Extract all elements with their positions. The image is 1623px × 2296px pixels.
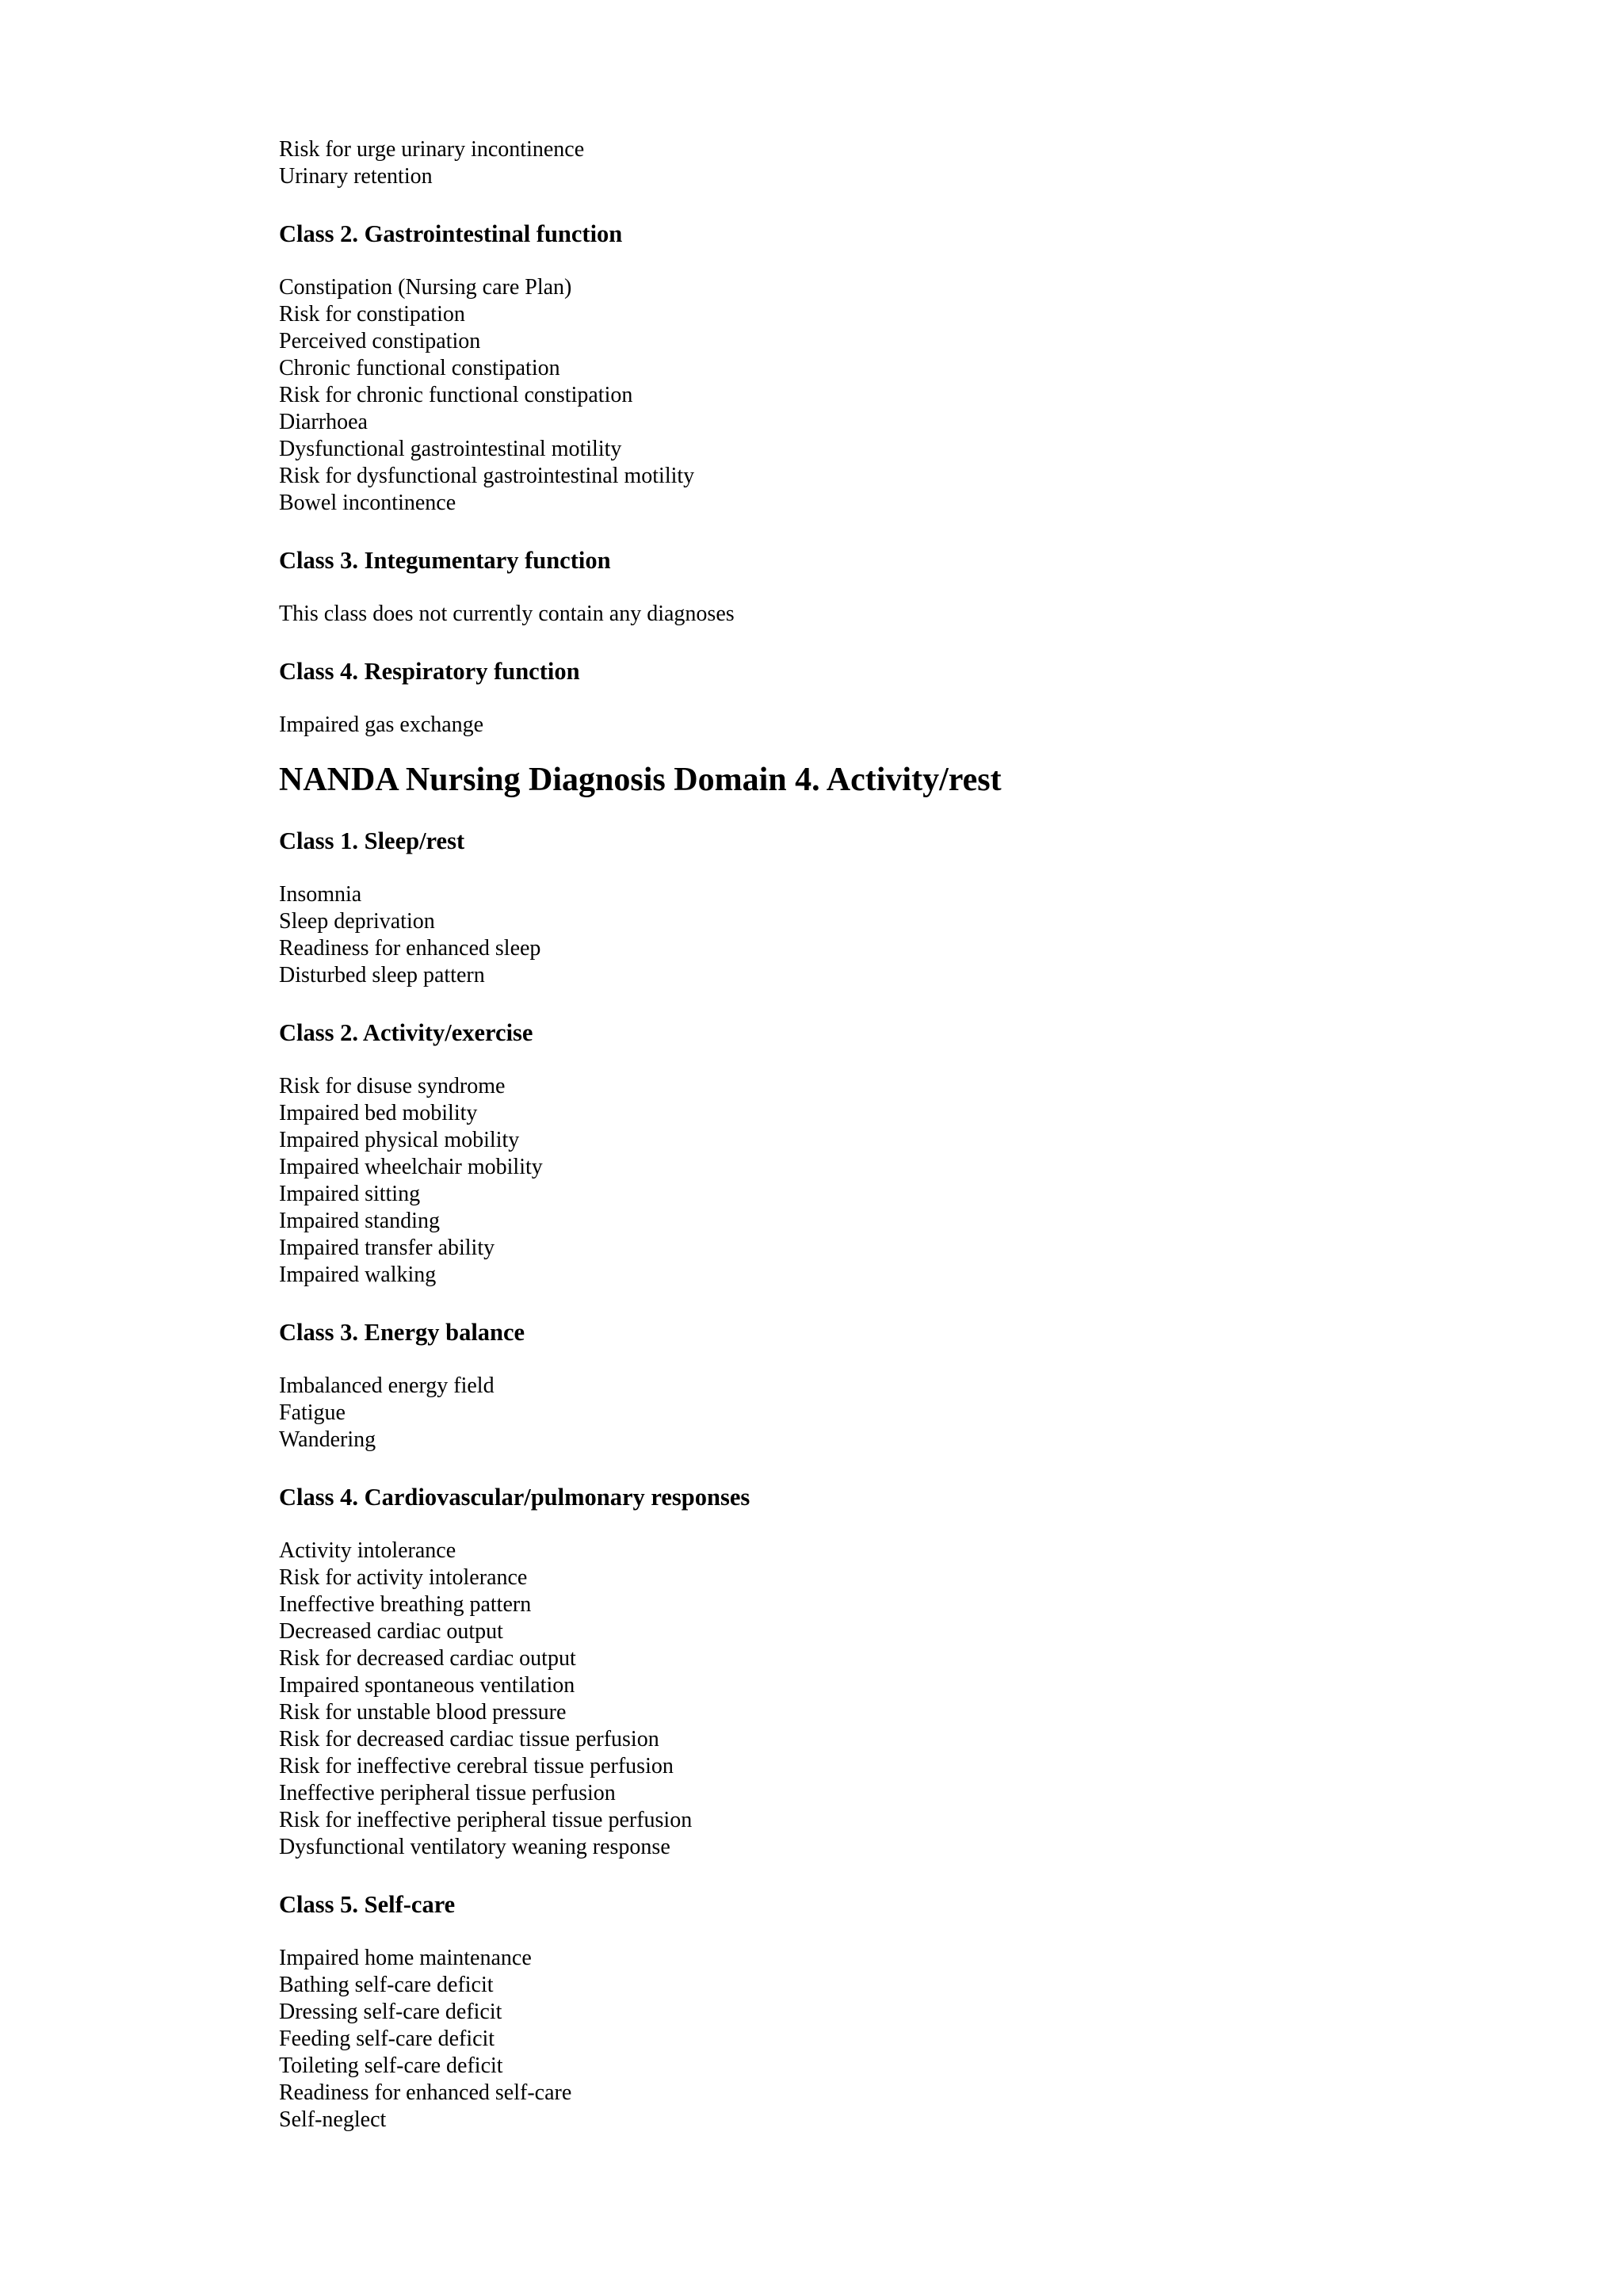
domain4-classes: [279, 815, 1547, 2134]
list-item: Ineffective peripheral tissue perfusion: [279, 1781, 616, 1805]
class-heading: Class 4. Cardiovascular/pulmonary responses: [279, 1484, 750, 1511]
list-item: Impaired home maintenance: [279, 1946, 532, 1970]
list-item: Risk for ineffective cerebral tissue perfusion: [279, 1754, 674, 1778]
list-item: Risk for decreased cardiac tissue perfusion: [279, 1727, 659, 1752]
list-item: Toileting self-care deficit: [279, 2053, 503, 2078]
class-heading: Class 1. Sleep/rest: [279, 827, 465, 854]
list-item: Impaired wheelchair mobility: [279, 1155, 543, 1179]
list-item: This class does not currently contain any diagnoses: [279, 602, 735, 626]
list-item: Impaired standing: [279, 1209, 440, 1233]
document-page: [279, 136, 1547, 2134]
diagnosis-list: [279, 274, 1547, 517]
diagnosis-list: [279, 1373, 1547, 1454]
list-item: Risk for ineffective peripheral tissue perfusion: [279, 1808, 693, 1832]
list-item: Self-neglect: [279, 2107, 387, 2132]
list-item: Fatigue: [279, 1400, 346, 1425]
list-item: Risk for unstable blood pressure: [279, 1700, 567, 1725]
diagnosis-list: [279, 1073, 1547, 1289]
list-item: Risk for disuse syndrome: [279, 1074, 506, 1098]
lead-list: [279, 136, 1547, 190]
list-item: Risk for urge urinary incontinence: [279, 137, 585, 162]
diagnosis-list: [279, 1945, 1547, 2134]
list-item: Dysfunctional gastrointestinal motility: [279, 437, 622, 461]
class-heading: Class 3. Integumentary function: [279, 547, 611, 574]
diagnosis-list: [279, 1538, 1547, 1861]
list-item: Bathing self-care deficit: [279, 1973, 494, 1997]
domain-heading: NANDA Nursing Diagnosis Domain 4. Activity/rest: [279, 762, 1002, 798]
list-item: Activity intolerance: [279, 1538, 456, 1563]
class-heading: Class 4. Respiratory function: [279, 658, 580, 685]
list-item: Impaired walking: [279, 1263, 437, 1287]
list-item: Impaired physical mobility: [279, 1128, 520, 1152]
list-item: Chronic functional constipation: [279, 356, 560, 380]
list-item: Feeding self-care deficit: [279, 2027, 495, 2051]
list-item: Risk for constipation: [279, 302, 465, 327]
list-item: Risk for dysfunctional gastrointestinal motility: [279, 464, 695, 488]
diagnosis-list: [279, 712, 1547, 739]
list-item: Impaired transfer ability: [279, 1236, 495, 1260]
list-item: Disturbed sleep pattern: [279, 963, 485, 988]
list-item: Risk for chronic functional constipation: [279, 383, 633, 407]
list-item: Ineffective breathing pattern: [279, 1592, 532, 1617]
diagnosis-list: [279, 881, 1547, 989]
class-heading: Class 2. Gastrointestinal function: [279, 220, 623, 247]
list-item: Perceived constipation: [279, 329, 481, 353]
list-item: Urinary retention: [279, 164, 433, 189]
class-heading: Class 3. Energy balance: [279, 1319, 525, 1346]
list-item: Impaired sitting: [279, 1182, 421, 1206]
list-item: Dressing self-care deficit: [279, 2000, 502, 2024]
class-heading: Class 2. Activity/exercise: [279, 1019, 533, 1046]
list-item: Impaired spontaneous ventilation: [279, 1673, 575, 1698]
list-item: Decreased cardiac output: [279, 1619, 503, 1644]
list-item: Dysfunctional ventilatory weaning response: [279, 1835, 670, 1859]
list-item: Imbalanced energy field: [279, 1373, 495, 1398]
list-item: Risk for activity intolerance: [279, 1565, 528, 1590]
classes-part1: [279, 190, 1547, 739]
list-item: Impaired gas exchange: [279, 712, 484, 737]
list-item: Diarrhoea: [279, 410, 368, 434]
list-item: Sleep deprivation: [279, 909, 435, 934]
list-item: Constipation (Nursing care Plan): [279, 275, 572, 300]
list-item: Readiness for enhanced self-care: [279, 2080, 572, 2105]
list-item: Insomnia: [279, 882, 362, 907]
list-item: Wandering: [279, 1427, 376, 1452]
list-item: Impaired bed mobility: [279, 1101, 478, 1125]
class-heading: Class 5. Self-care: [279, 1891, 456, 1918]
diagnosis-list: [279, 601, 1547, 628]
list-item: Readiness for enhanced sleep: [279, 936, 541, 961]
list-item: Bowel incontinence: [279, 491, 456, 515]
list-item: Risk for decreased cardiac output: [279, 1646, 576, 1671]
